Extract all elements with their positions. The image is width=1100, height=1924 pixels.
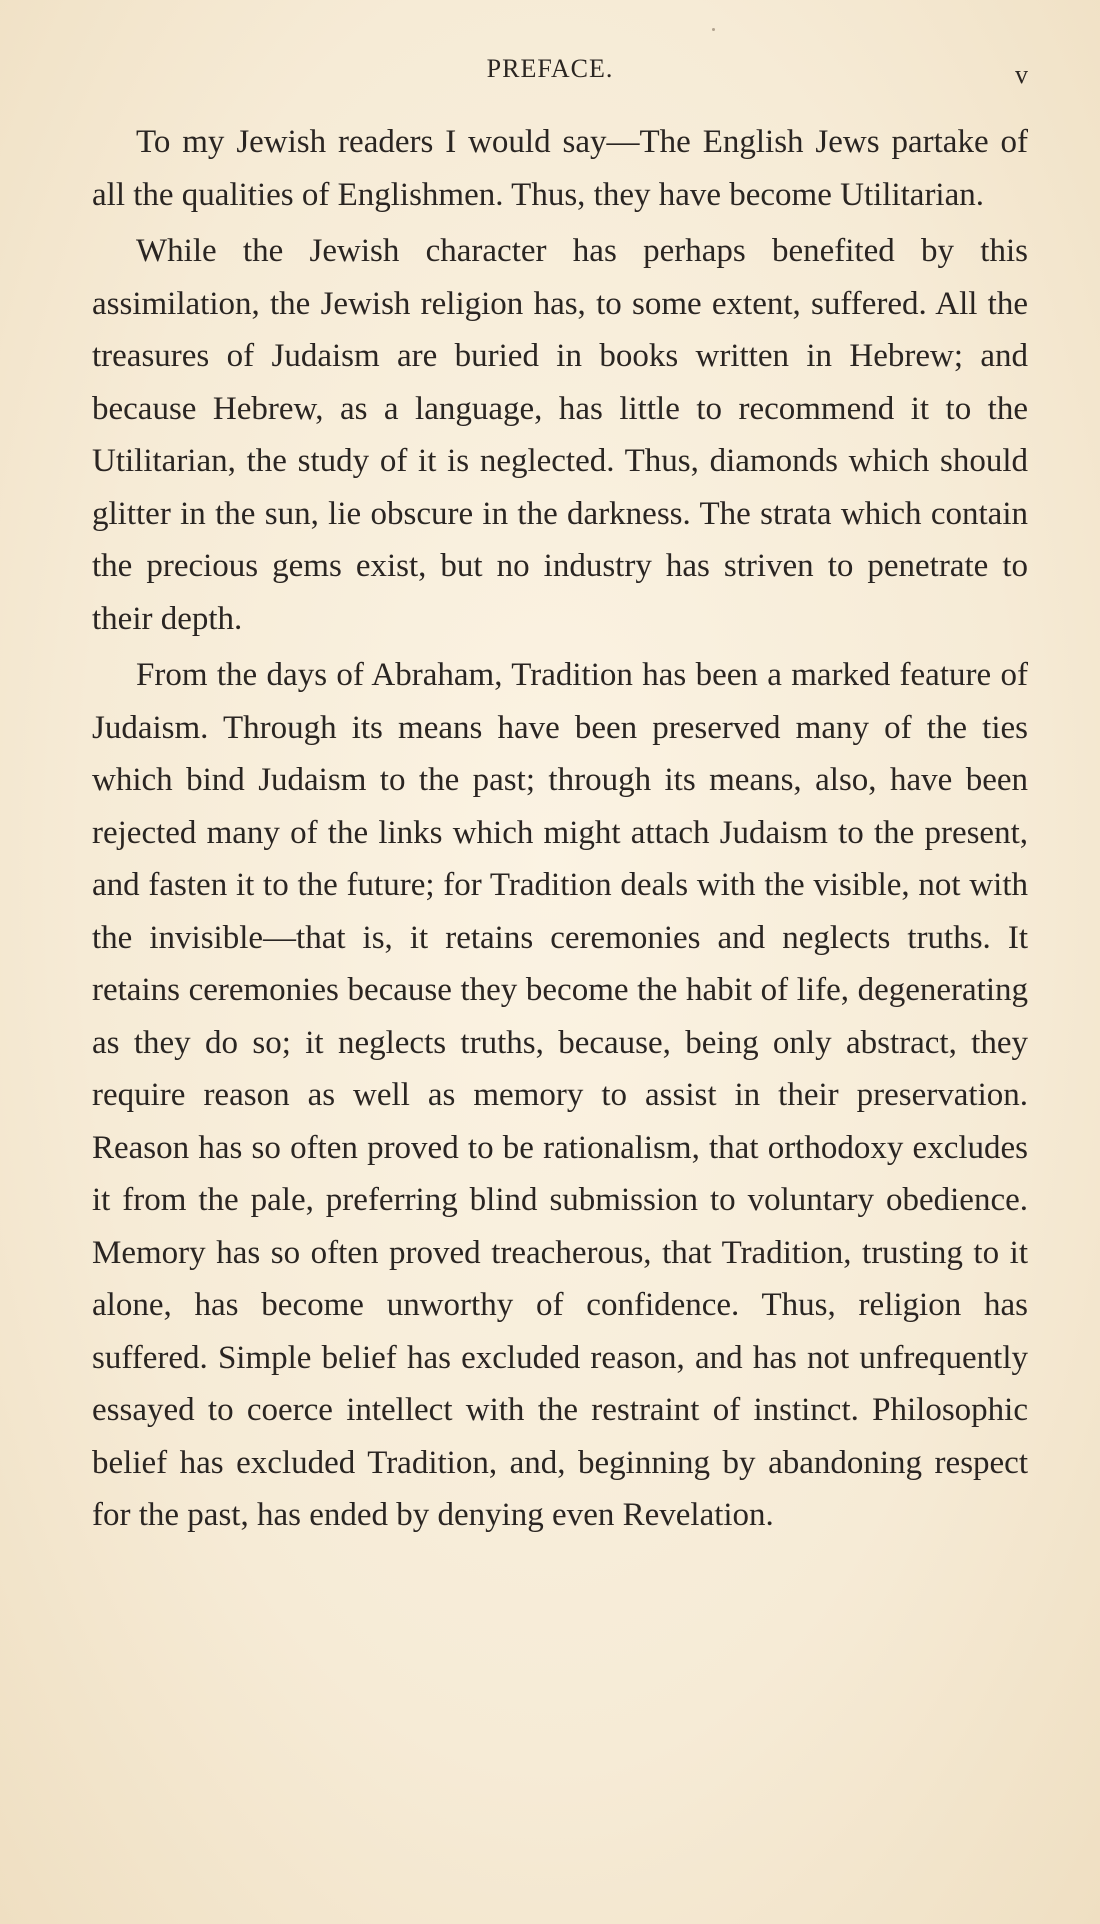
- paragraph: To my Jewish readers I would say—The English Jews partake of all the qualities of Englishmen. Thus, they have become Utilitarian.: [92, 124, 1028, 213]
- page-header: [0, 54, 1100, 94]
- body-text: [92, 116, 1028, 1546]
- paragraph: While the Jewish character has perhaps benefited by this assimilation, the Jewish religion has, to some extent, suffered. All the treasures of Judaism are buried in books written in Hebrew; and because Hebrew, as a language, has little to recommend it to the Utilitarian, the study of it is neglected. Thus, diamonds which should glitter in the sun, lie obscure in the darkness. The strata which contain the precious gems exist, but no industry has striven to penetrate to their depth.: [92, 233, 1028, 637]
- running-head: PREFACE.: [486, 54, 614, 83]
- page-number: v: [1015, 60, 1028, 89]
- paper-speck: [712, 28, 715, 31]
- paragraph: From the days of Abraham, Tradition has been a marked feature of Judaism. Through its means have been preserved many of the ties which bind Judaism to the past; through its means, also, have been rejected many of the links which might attach Judaism to the present, and fasten it to the future; for Tradition deals with the visible, not with the invisible—that is, it retains ceremonies and neglects truths. It retains ceremonies because they become the habit of life, degenerating as they do so; it neglects truths, because, being only abstract, they require reason as well as memory to assist in their preservation. Reason has so often proved to be rationalism, that orthodoxy excludes it from the pale, preferring blind submission to voluntary obedience. Memory has so often proved treacherous, that Tradition, trusting to it alone, has become unworthy of confidence. Thus, religion has suffered. Simple belief has excluded reason, and has not unfrequently essayed to coerce intellect with the restraint of instinct. Philosophic belief has excluded Tradition, and, beginning by abandoning respect for the past, has ended by denying even Revelation.: [92, 657, 1028, 1533]
